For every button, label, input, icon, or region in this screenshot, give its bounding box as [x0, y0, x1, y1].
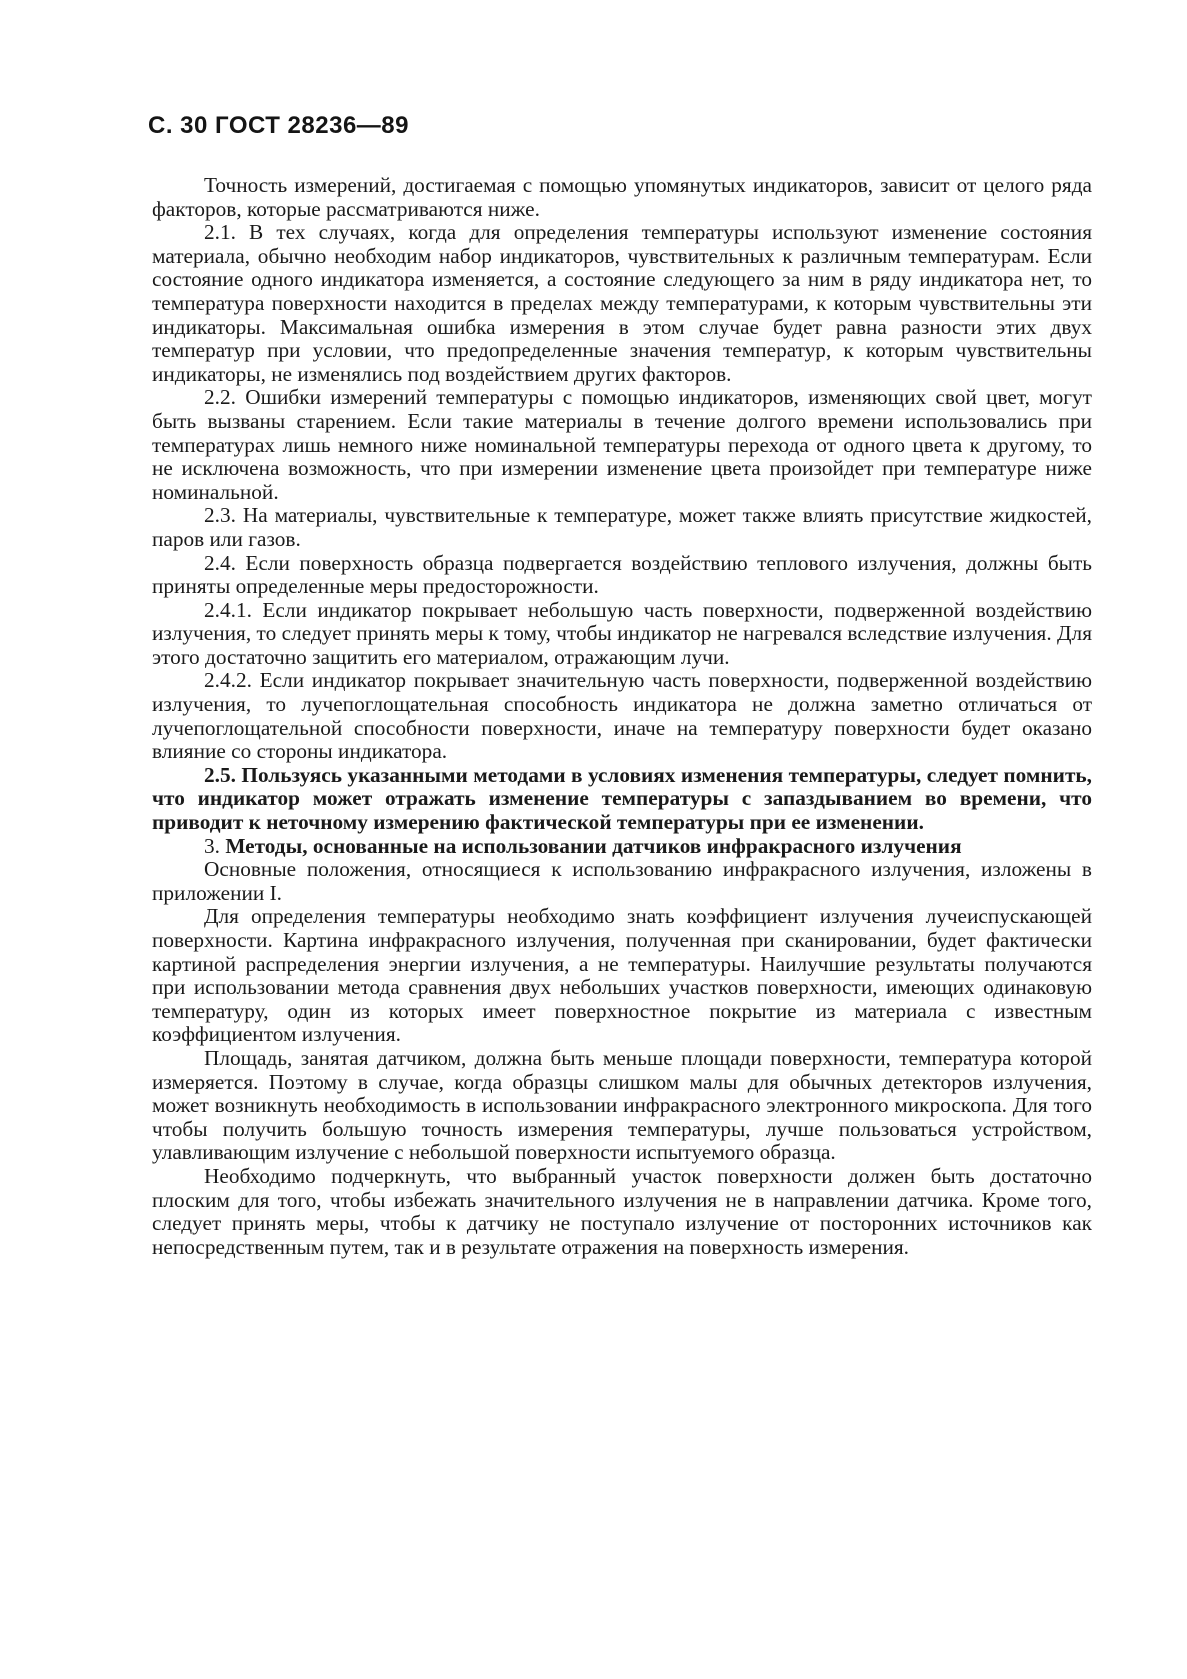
paragraph-2-1: 2.1. В тех случаях, когда для определения температуры используют изменение состояния материала, обычно необходим набор индикаторов, чувствительных к различным температурам. Если состояние одного индикатора изменяется, а состояние следующего за ним в ряду индикатора нет, то температура поверхности находится в пределах между температурами, к которым чувствительны эти индикаторы. Максимальная ошибка измерения в этом случае будет равна разности этих двух температур при условии, что предопределенные значения температур, к которым чувствительны индикаторы, не изменялись под воздействием других факторов. — [152, 220, 1092, 386]
section-3-number: 3. — [204, 833, 220, 858]
section-3-heading — [152, 835, 1092, 859]
paragraph-3-d: Необходимо подчеркнуть, что выбранный участок поверхности должен быть достаточно плоским для того, чтобы избежать значительного излучения не в направлении датчика. Кроме того, следует принять меры, чтобы к датчику не поступало излучение от посторонних источников как непосредственным путем, так и в результате отражения на поверхность измерения. — [152, 1163, 1092, 1259]
document-body — [152, 174, 1092, 1259]
paragraph-2-4: 2.4. Если поверхность образца подвергается воздействию теплового излучения, должны быть приняты определенные меры предосторожности. — [152, 550, 1092, 599]
page-header: С. 30 ГОСТ 28236—89 — [148, 112, 409, 139]
paragraph-3-b: Для определения температуры необходимо знать коэффициент излучения лучеиспускающей поверхности. Картина инфракрасного излучения, полученная при сканировании, будет фактически картиной распределения энергии излучения, а не температуры. Наилучшие результаты получаются при использовании метода сравнения двух небольших участков поверхности, имеющих одинаковую температуру, один из которых имеет поверхностное покрытие из материала с известным коэффициентом излучения. — [152, 904, 1092, 1047]
paragraph-2-4-1: 2.4.1. Если индикатор покрывает небольшую часть поверхности, подверженной воздействию излучения, то следует принять меры к тому, чтобы индикатор не нагревался вследствие излучения. Для этого достаточно защитить его материалом, отражающим лучи. — [152, 597, 1092, 669]
paragraph-3-c: Площадь, занятая датчиком, должна быть меньше площади поверхности, температура которой измеряется. Поэтому в случае, когда образцы слишком малы для обычных детекторов излучения, может возникнуть необходимость в использовании инфракрасного электронного микроскопа. Для того чтобы получить большую точность измерения температуры, лучше пользоваться устройством, улавливающим излучение с небольшой поверхности испытуемого образца. — [152, 1045, 1092, 1165]
paragraph-3-a: Основные положения, относящиеся к использованию инфракрасного излучения, изложены в приложении I. — [152, 857, 1092, 905]
paragraph-2-3: 2.3. На материалы, чувствительные к температуре, может также влиять присутствие жидкостей, паров или газов. — [152, 503, 1092, 551]
paragraph-2-2: 2.2. Ошибки измерений температуры с помощью индикаторов, изменяющих свой цвет, могут быть вызваны старением. Если такие материалы в течение долгого времени использовались при температурах лишь немного ниже номинальной температуры перехода от одного цвета к другому, то не исключена возможность, что при измерении изменение цвета произойдет при температуре ниже номинальной. — [152, 385, 1092, 504]
section-3-title: Методы, основанные на использовании датчиков инфракрасного излучения — [225, 833, 962, 858]
paragraph-2-4-2: 2.4.2. Если индикатор покрывает значительную часть поверхности, подверженной воздействию излучения, то лучепоглощательная способность индикатора не должна заметно отличаться от лучепоглощательной способности поверхности, иначе на температуру поверхности будет оказано влияние со стороны индикатора. — [152, 668, 1092, 764]
paragraph-2-5: 2.5. Пользуясь указанными методами в условиях изменения температуры, следует помнить, что индикатор может отражать изменение температуры с запаздыванием во времени, что приводит к неточному измерению фактической температуры при ее изменении. — [152, 762, 1092, 835]
paragraph-intro: Точность измерений, достигаемая с помощью упомянутых индикаторов, зависит от целого ряда факторов, которые рассматриваются ниже. — [152, 173, 1092, 221]
